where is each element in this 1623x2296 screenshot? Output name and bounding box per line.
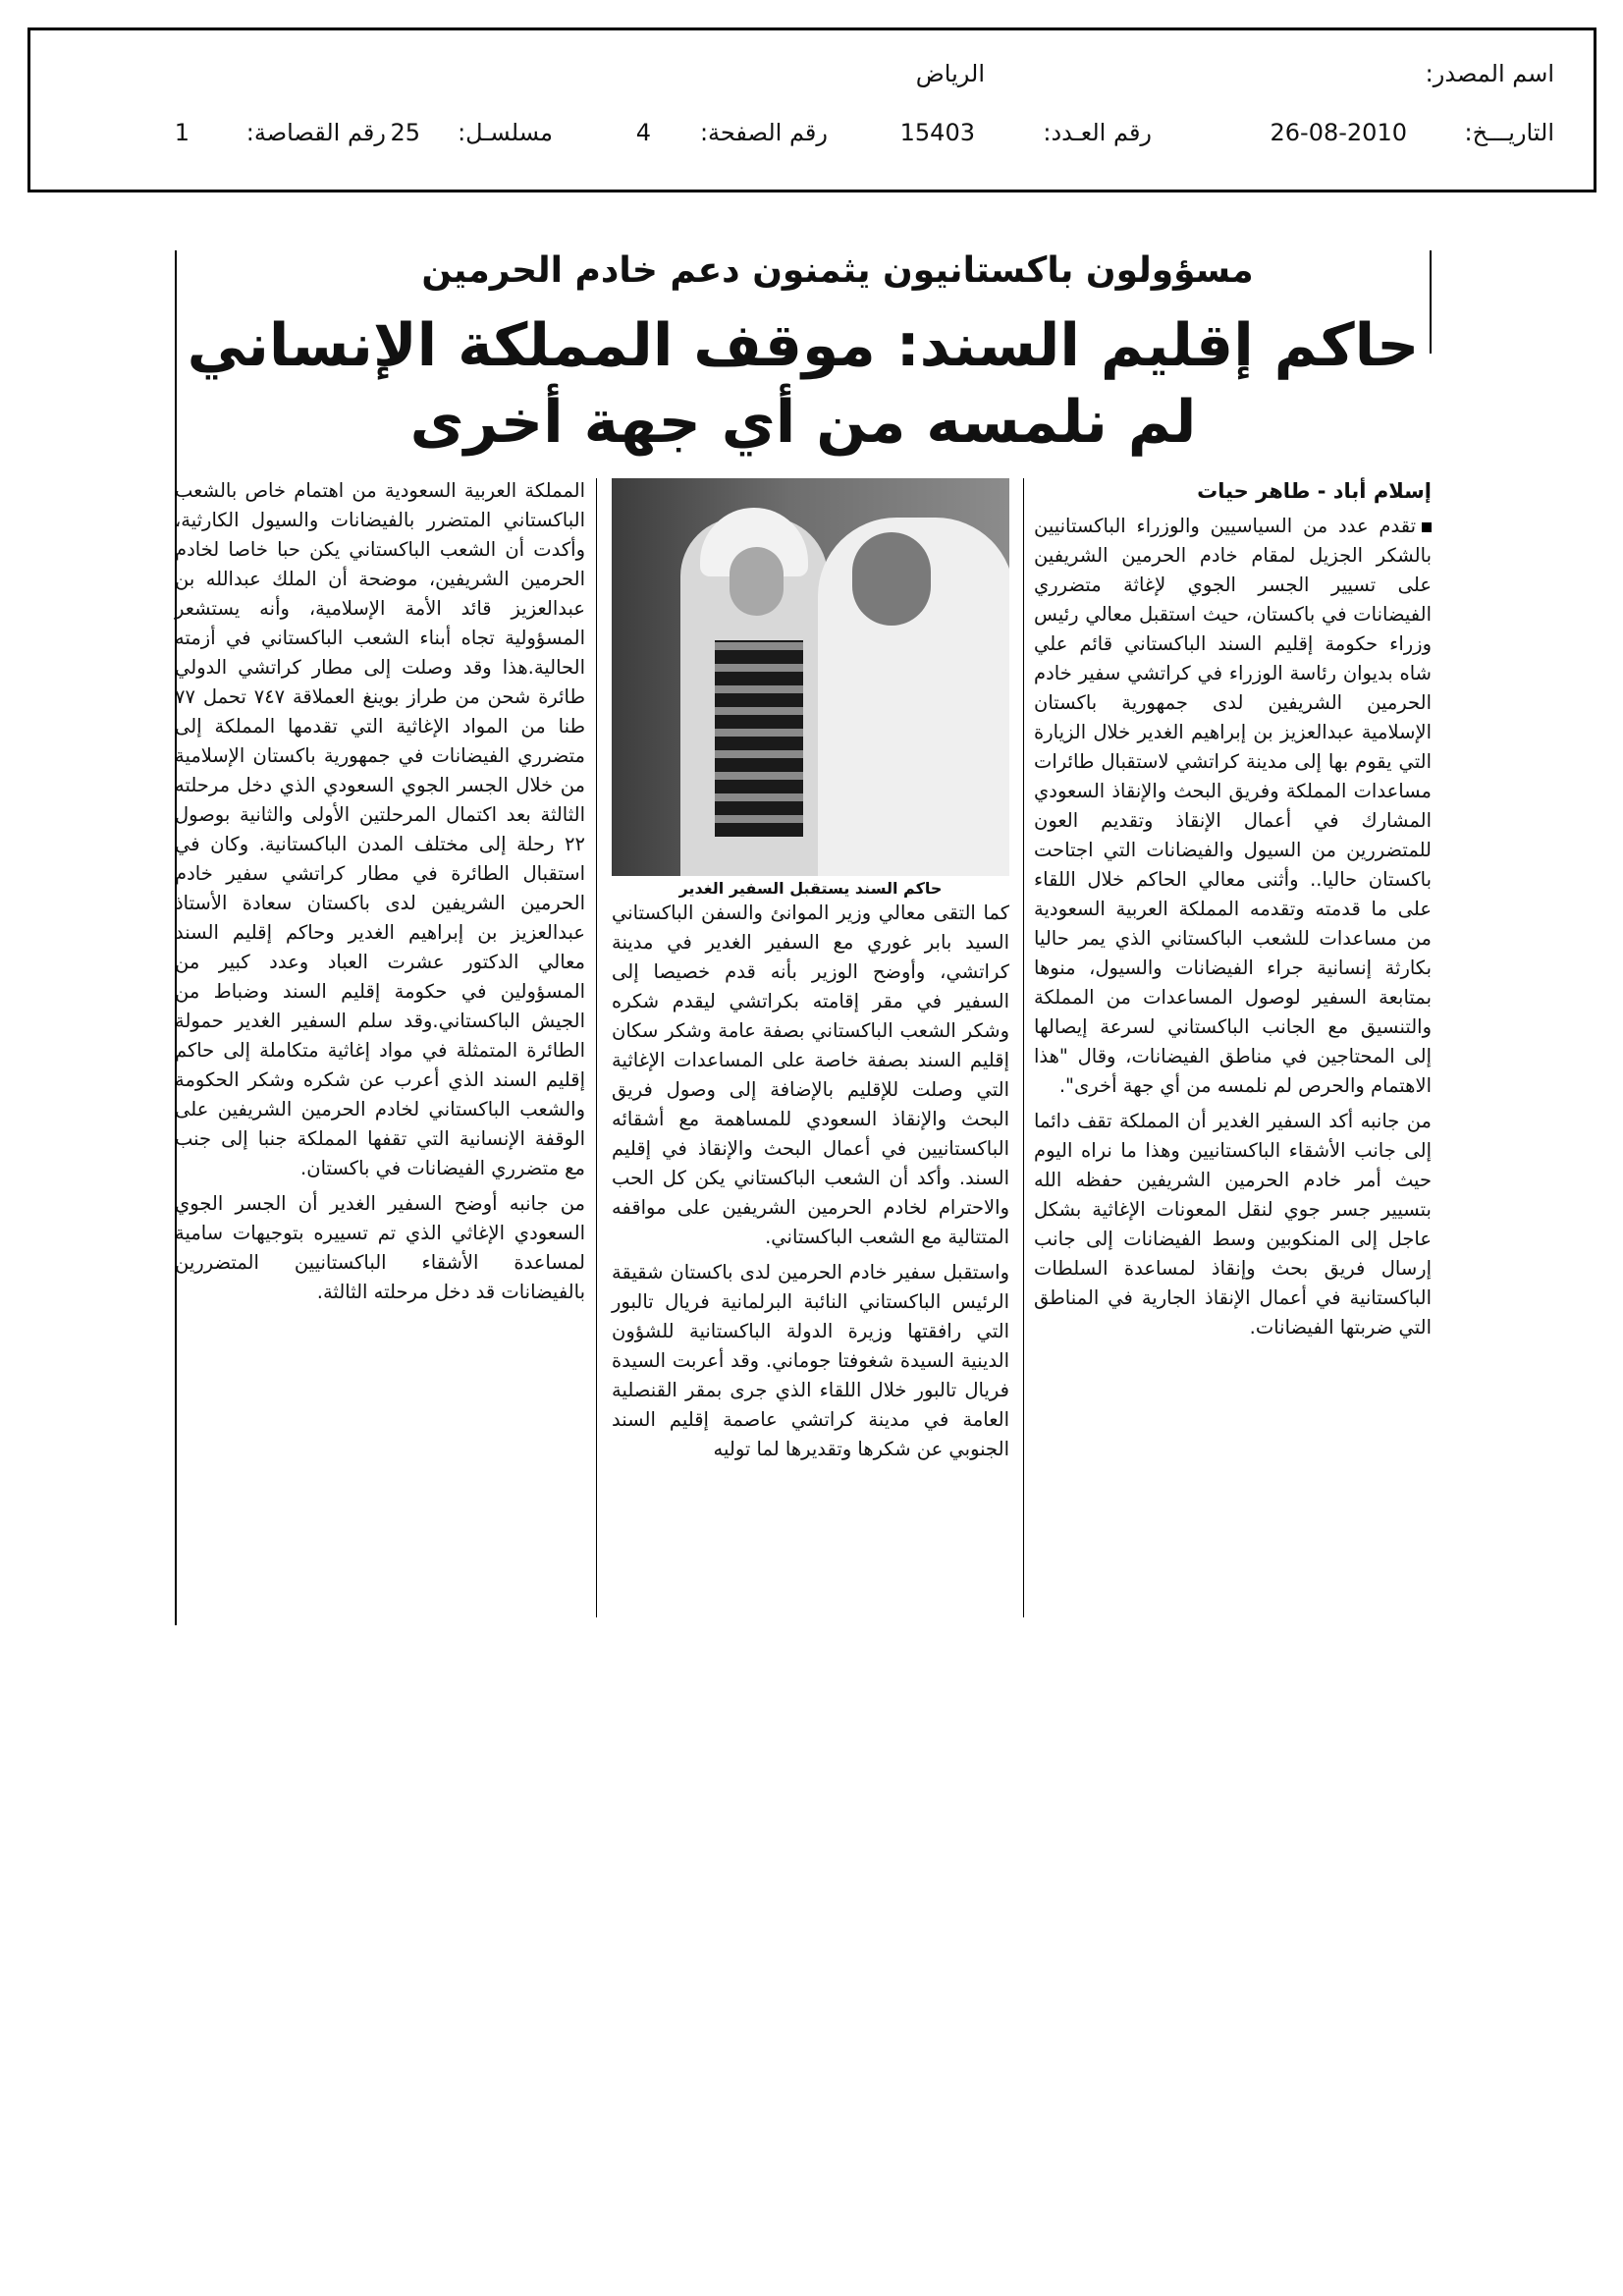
photo-gift-shawl [715, 640, 803, 837]
paragraph-text: تقدم عدد من السياسيين والوزراء الباكستانيين بالشكر الجزيل لمقام خادم الحرمين الشريفين على تسيير الجسر الجوي لإغاثة متضرري الفيضانات في باكستان، حيث استقبل معالي رئيس وزراء حكومة إقليم السند الباكستاني قائم علي شاه بديوان رئاسة الوزراء في كراتشي سفير خادم الحرمين الشريفين لدى جمهورية باكستان الإسلامية عبدالعزيز بن إبراهيم الغدير خلال الزيارة التي يقوم بها إلى مدينة كراتشي لاستقبال طائرات مساعدات المملكة وفريق البحث والإنقاذ السعودي المشارك في أعمال الإنقاذ وتقديم العون للمتضررين من السيول والفيضانات التي اجتاحت باكستان حاليا.. وأثنى معالي الحاكم خلال اللقاء على ما قدمته وتقدمه المملكة العربية السعودية من مساعدات للشعب الباكستاني الذي يمر حاليا بكارثة إنسانية جراء الفيضانات والسيول، منوها بمتابعة السفير لوصول المساعدات من المملكة والتنسيق مع الجانب الباكستاني لسرعة إيصالها إلى المحتاجين في مناطق الفيضانات، وقال "هذا الاهتمام والحرص لم نلمسه من أي جهة أخرى". [1034, 515, 1432, 1097]
bullet-icon [1422, 522, 1432, 532]
paragraph: المملكة العربية السعودية من اهتمام خاص بالشعب الباكستاني المتضرر بالفيضانات والسيول الكارثية، وأكدت أن الشعب الباكستاني يكن حبا خاصا لخادم الحرمين الشريفين، موضحة أن الملك عبدالله بن عبدالعزيز قائد الأمة الإسلامية، وأنه يستشعر المسؤولية تجاه أبناء الشعب الباكستاني في أزمته الحالية.هذا وقد وصلت إلى مطار كراتشي الدولي طائرة شحن من طراز بوينغ العملاقة ٧٤٧ تحمل ٧٧ طنا من المواد الإغاثية التي تقدمها المملكة إلى متضرري الفيضانات في جمهورية باكستان الإسلامية من خلال الجسر الجوي السعودي الذي دخل مرحلته الثالثة بعد اكتمال المرحلتين الأولى والثانية بوصول ٢٢ رحلة إلى مختلف المدن الباكستانية. وكان في استقبال الطائرة في مطار كراتشي سفير خادم الحرمين الشريفين لدى باكستان سعادة الأستاذ عبدالعزيز بن إبراهيم الغدير وحاكم إقليم السند معالي الدكتور عشرت العباد وعدد كبير من المسؤولين في حكومة إقليم السند وضباط من الجيش الباكستاني.وقد سلم السفير الغدير حمولة الطائرة المتمثلة في مواد إغاثية متكاملة إلى حاكم إقليم السند الذي أعرب عن شكره وشكر الحكومة والشعب الباكستاني لخادم الحرمين الشريفين على الوقفة الإنسانية التي تقفها المملكة جنبا إلى جنب مع متضرري الفيضانات في باكستان. [175, 479, 585, 1179]
photo-caption: حاكم السند يستقبل السفير الغدير [678, 879, 943, 898]
column-rule [596, 478, 597, 1617]
article-byline: إسلام أباد - طاهر حيات [1197, 479, 1432, 503]
clip-label: رقم القصاصة: [245, 119, 386, 146]
article-kicker: مسؤولون باكستانيون يثمنون دعم خادم الحرمين [421, 250, 1254, 291]
paragraph: كما التقى معالي وزير الموانئ والسفن الباكستاني السيد بابر غوري مع السفير الغدير في مدينة كراتشي، وأوضح الوزير بأنه قدم خصيصا إلى السفير في مقر إقامته بكراتشي ليقدم شكره وشكر الشعب الباكستاني بصفة عامة وشكر سكان إقليم السند بصفة خاصة على المساعدات الإغاثية التي وصلت للإقليم بالإضافة إلى وصول فريق البحث والإنقاذ السعودي للمساهمة مع أشقائه الباكستانيين في أعمال البحث والإنقاذ في إقليم السند. وأكد أن الشعب الباكستاني يكن كل الحب والاحترام لخادم الحرمين الشريفين على مواقفه المتتالية مع الشعب الباكستاني. [612, 902, 1009, 1248]
source-label: اسم المصدر: [1425, 60, 1554, 87]
metadata-row-details [30, 119, 1594, 158]
serial-value: 25 [390, 119, 420, 146]
date-label: التاريـــخ: [1464, 119, 1554, 146]
issue-value: 15403 [899, 119, 975, 146]
clip-value: 1 [174, 119, 189, 146]
newspaper-article [175, 250, 1432, 1645]
article-column-left [175, 476, 585, 1313]
date-value: 26-08-2010 [1270, 119, 1407, 146]
paragraph: واستقبل سفير خادم الحرمين لدى باكستان شقيقة الرئيس الباكستاني النائبة البرلمانية فريال تالبور التي رافقتها وزيرة الدولة الباكستانية للشؤون الدينية السيدة شغوفتا جوماني. وقد أعربت السيدة فريال تالبور خلال اللقاء الذي جرى بمقر القنصلية العامة في مدينة كراتشي عاصمة إقليم السند الجنوبي عن شكرها وتقديرها لما توليه [612, 1261, 1009, 1460]
clipping-metadata-box [27, 27, 1596, 192]
photo-face [730, 547, 784, 616]
paragraph [1034, 512, 1432, 1101]
issue-label: رقم العـدد: [1043, 119, 1152, 146]
article-headline: حاكم إقليم السند: موقف المملكة الإنساني لم نلمسه من أي جهة أخرى [187, 311, 1420, 457]
article-column-right [1034, 476, 1432, 1348]
page-value: 4 [635, 119, 651, 146]
serial-label: مسلسـل: [458, 119, 553, 146]
article-photo [612, 478, 1009, 876]
article-column-middle [612, 899, 1009, 1470]
page-label: رقم الصفحة: [699, 119, 828, 146]
paragraph: من جانبه أوضح السفير الغدير أن الجسر الجوي السعودي الإغاثي الذي تم تسييره بتوجيهات سامية لمساعدة الأشقاء الباكستانيين المتضررين بالفيضانات قد دخل مرحلته الثالثة. [175, 1192, 585, 1303]
metadata-row-source [30, 60, 1594, 99]
photo-face [852, 532, 931, 626]
source-value: الرياض [915, 60, 985, 87]
paragraph: من جانبه أكد السفير الغدير أن المملكة تقف دائما إلى جانب الأشقاء الباكستانيين وهذا ما نراه اليوم حيث أمر خادم الحرمين الشريفين حفظه الله بتسيير جسر جوي لنقل المعونات الإغاثية بشكل عاجل إلى المنكوبين وسط الفيضانات إلى جانب إرسال فريق بحث وإنقاذ لمساعدة السلطات الباكستانية في أعمال الإنقاذ الجارية في المناطق التي ضربتها الفيضانات. [1034, 1110, 1432, 1339]
column-rule [1023, 478, 1024, 1617]
